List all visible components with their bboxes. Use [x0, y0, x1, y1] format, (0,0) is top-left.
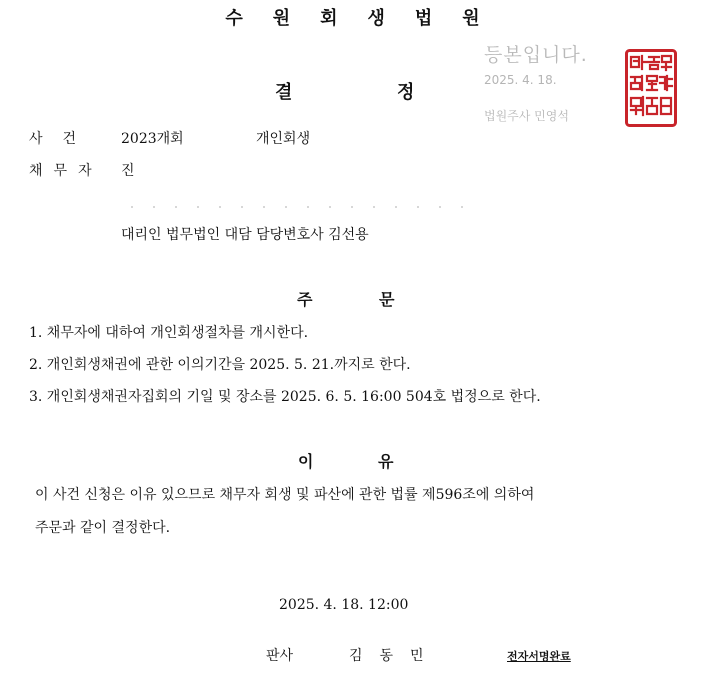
certified-copy-stamp: 등본입니다. — [484, 44, 588, 66]
order-item: 3. 개인회생채권자집회의 기일 및 장소를 2025. 6. 5. 16:00 504호 법정으로 한다. — [29, 389, 541, 405]
court-name — [0, 4, 705, 30]
legal-agent: 대리인 법무법인 대담 담당변호사 김선용 — [121, 227, 369, 243]
redacted-address — [121, 205, 476, 209]
debtor-name: 진 — [121, 163, 135, 179]
reasons-heading-char: 유 — [378, 452, 394, 471]
reason-line: 이 사건 신청은 이유 있으므로 채무자 회생 및 파산에 관한 법률 제596조에 의하여 — [35, 487, 535, 503]
order-item: 2. 개인회생채권에 관한 이의기간을 2025. 5. 21.까지로 한다. — [29, 357, 411, 373]
court-char: 원 — [272, 8, 291, 29]
reason-line: 주문과 같이 결정한다. — [35, 520, 171, 536]
court-char: 생 — [367, 8, 385, 29]
order-heading-char: 주 — [297, 290, 313, 309]
court-char: 법 — [414, 8, 433, 29]
judge-title: 판사 — [266, 648, 294, 664]
debtor-label-char: 무 — [53, 163, 68, 179]
court-char: 수 — [225, 8, 243, 29]
debtor-label-char: 채 — [29, 163, 43, 179]
court-char: 회 — [320, 8, 338, 29]
case-type: 개인회생 — [256, 131, 311, 147]
case-label — [29, 128, 96, 148]
debtor-label — [29, 160, 103, 180]
reasons-heading — [298, 449, 393, 472]
title-char: 정 — [397, 82, 415, 103]
document-title — [275, 78, 414, 104]
judge-name: 김동민 — [349, 648, 441, 664]
case-label-char: 건 — [62, 131, 77, 147]
certification-clerk: 법원주사 민영석 — [484, 109, 569, 123]
order-item: 1. 채무자에 대하여 개인회생절차를 개시한다. — [29, 325, 309, 341]
debtor-label-char: 자 — [78, 163, 92, 179]
title-char: 결 — [275, 82, 293, 103]
esignature-status: 전자서명완료 — [507, 650, 571, 663]
court-char: 원 — [462, 8, 480, 29]
reasons-heading-char: 이 — [298, 452, 314, 471]
order-heading — [297, 287, 394, 310]
decision-datetime: 2025. 4. 18. 12:00 — [279, 597, 409, 613]
order-heading-char: 문 — [379, 290, 395, 309]
case-label-char: 사 — [29, 131, 43, 147]
certification-date: 2025. 4. 18. — [484, 73, 557, 87]
court-seal-icon — [625, 49, 677, 127]
case-number: 2023개회 — [121, 131, 184, 147]
